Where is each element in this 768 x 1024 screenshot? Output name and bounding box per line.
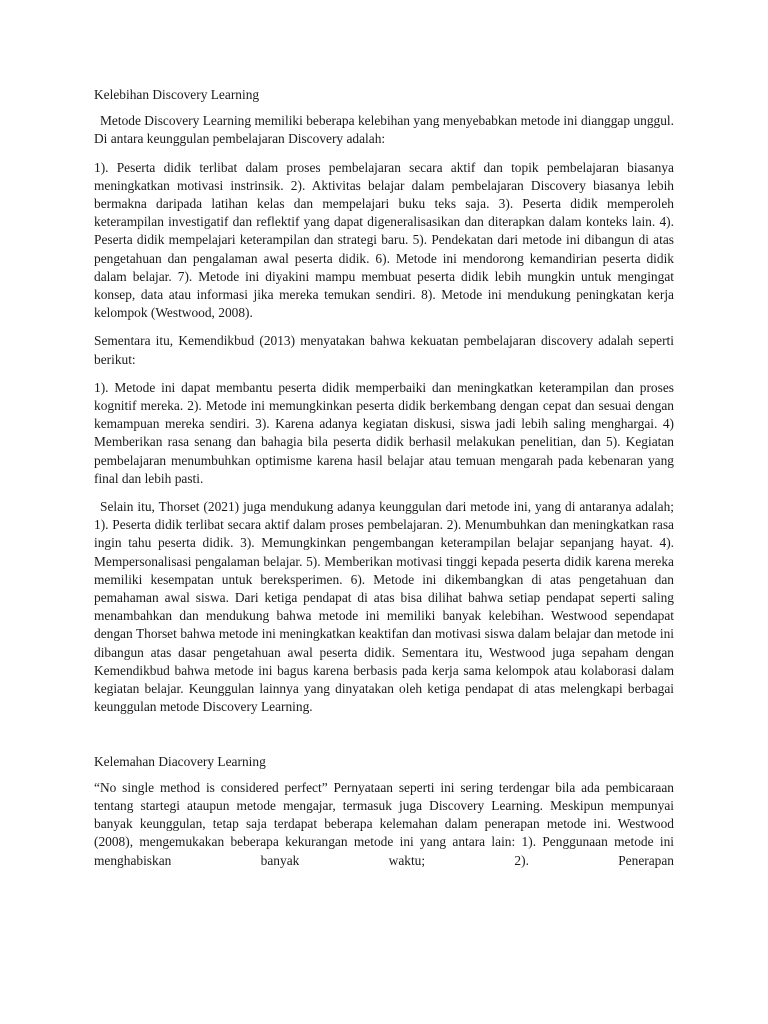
section-heading-kelemahan: Kelemahan Diacovery Learning <box>94 753 266 769</box>
paragraph-thorset: Selain itu, Thorset (2021) juga mendukung adanya keunggulan dari metode ini, yang di antaranya adalah; 1). Peserta didik terlibat secara aktif dalam proses pembelajaran. 2). Menumbuhkan dan meningkatkan rasa ingin tahu peserta didik. 3). Memungkinkan pengembangan keterampilan belajar sepanjang hayat. 4). Mempersonalisasi pengalaman belajar. 5). Memberikan motivasi tinggi kepada peserta didik karena mereka memiliki kesempatan untuk bereksperimen. 6). Metode ini dikembangkan di atas pengetahuan dan pemahaman awal siswa. Dari ketiga pendapat di atas bisa dilihat bahwa setiap pendapat seperti saling menambahkan dan mendukung bahwa metode ini memiliki banyak kelebihan. Westwood sependapat dengan Thorset bahwa metode ini meningkatkan keaktifan dan motivasi siswa dalam belajar dan metode ini dibangun atas dasar pengetahuan awal peserta didik. Sementara itu, Westwood juga sepaham dengan Kemendikbud bahwa metode ini bagus karena berbasis pada kerja sama kelompok atau kolaborasi dalam kegiatan belajar. Keunggulan lainnya yang dinyatakan oleh ketiga pendapat di atas melengkapi berbagai keunggulan metode Discovery Learning. <box>94 499 674 715</box>
paragraph-westwood-list: 1). Peserta didik terlibat dalam proses pembelajaran secara aktif dan topik pembelajaran biasanya meningkatkan motivasi instrinsik. 2). Aktivitas belajar dalam pembelajaran Discovery biasanya lebih bermakna daripada latihan kelas dan mempelajari buku teks saja. 3). Peserta didik memperoleh keterampilan investigatif dan reflektif yang dapat digeneralisasikan dan diterapkan dalam konteks lain. 4). Peserta didik mempelajari keterampilan dan strategi baru. 5). Pendekatan dari metode ini dibangun di atas pengetahuan dan pengalaman awal peserta didik. 6). Metode ini mendorong kemandirian peserta didik dalam belajar. 7). Metode ini diyakini mampu membuat peserta didik lebih mungkin untuk mengingat konsep, data atau informasi jika mereka temukan sendiri. 8). Metode ini mendukung peningkatan kerja kelompok (Westwood, 2008). <box>94 159 674 321</box>
section-spacer <box>94 727 674 753</box>
section-heading-kelebihan: Kelebihan Discovery Learning <box>94 87 260 102</box>
paragraph-kemendikbud-intro: Sementara itu, Kemendikbud (2013) menyatakan bahwa kekuatan pembelajaran discovery adalah seperti berikut: <box>94 333 674 367</box>
paragraph-kemendikbud-list: 1). Metode ini dapat membantu peserta didik memperbaiki dan meningkatkan keterampilan dan proses kognitif mereka. 2). Metode ini memungkinkan peserta didik berkembang dengan cepat dan sesuai dengan kemampuan mereka sendiri. 3). Karena adanya kegiatan diskusi, siswa jadi lebih saling menghargai. 4) Memberikan rasa senang dan bahagia bila peserta didik berhasil melakukan penelitian, dan 5). Kegiatan pembelajaran menumbuhkan optimisme karena hasil belajar atau temuan mengarah pada kebenaran yang final dan lebih pasti. <box>94 379 674 486</box>
paragraph-kelemahan: “No single method is considered perfect” Pernyataan seperti ini sering terdengar bila ada pembicaraan tentang startegi ataupun metode mengajar, termasuk juga Discovery Learning. Meskipun mempunyai banyak keunggulan, tetap saja terdapat beberapa kelemahan dalam penerapan metode ini. Westwood (2008), mengemukakan beberapa kekurangan metode ini yang antara lain: 1). Penggunaan metode ini menghabiskan banyak waktu; 2). Penerapan <box>94 779 674 868</box>
paragraph-intro: Metode Discovery Learning memiliki beberapa kelebihan yang menyebabkan metode ini dianggap unggul. Di antara keunggulan pembelajaran Discovery adalah: <box>94 113 674 147</box>
document-page <box>94 86 674 880</box>
